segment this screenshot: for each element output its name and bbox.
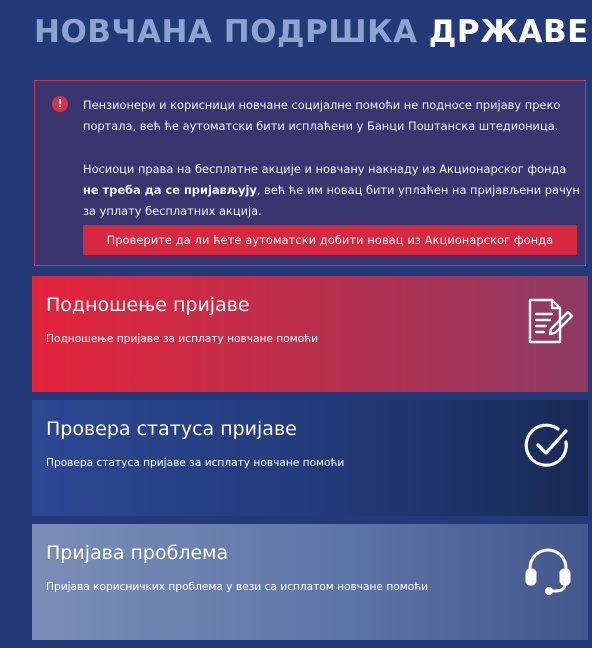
document-pen-icon [522, 296, 574, 348]
card-description: Подношење пријаве за исплату новчане помоћи [46, 333, 318, 345]
notice-paragraph-shareholders [83, 159, 583, 222]
card-title: Пријава проблема [46, 542, 229, 564]
card-description: Пријава корисничких проблема у вези са исплатом новчане помоћи [46, 581, 428, 593]
card-description: Провера статуса пријаве за исплату новчане помоћи [46, 457, 345, 469]
notice-box [34, 80, 586, 266]
info-icon: ! [52, 96, 68, 112]
card-title: Провера статуса пријаве [46, 418, 297, 440]
card-submit-application[interactable] [32, 276, 588, 392]
headset-icon [522, 544, 574, 596]
notice-paragraph-pensioners: Пензионери и корисници новчане социјалне помоћи не подносе пријаву преко портала, већ ће аутоматски бити исплаћени у Банци Поштанска штедионица. [83, 98, 561, 133]
page-title-part2: ДРЖАВЕ [428, 14, 589, 50]
card-report-problem[interactable] [32, 524, 588, 640]
notice-paragraph-shareholders-start: Носиоци права на бесплатне акције и новчану накнаду из Акционарског фонда [83, 162, 567, 176]
notice-paragraph-shareholders-bold: не треба да се пријављују [83, 183, 257, 197]
check-shareholder-fund-button[interactable]: Проверите да ли ћете аутоматски добити новац из Акционарског фонда [83, 225, 577, 255]
card-check-status[interactable] [32, 400, 588, 516]
notice-paragraph-shareholders-end: , већ ће им новац бити уплаћен на пријављени рачун за уплату бесплатних акција. [83, 183, 580, 218]
checkmark-circle-icon [522, 420, 574, 472]
page-title-part1: НОВЧАНА ПОДРШКА [34, 14, 418, 50]
page-title [34, 14, 589, 50]
card-title: Подношење пријаве [46, 294, 250, 316]
